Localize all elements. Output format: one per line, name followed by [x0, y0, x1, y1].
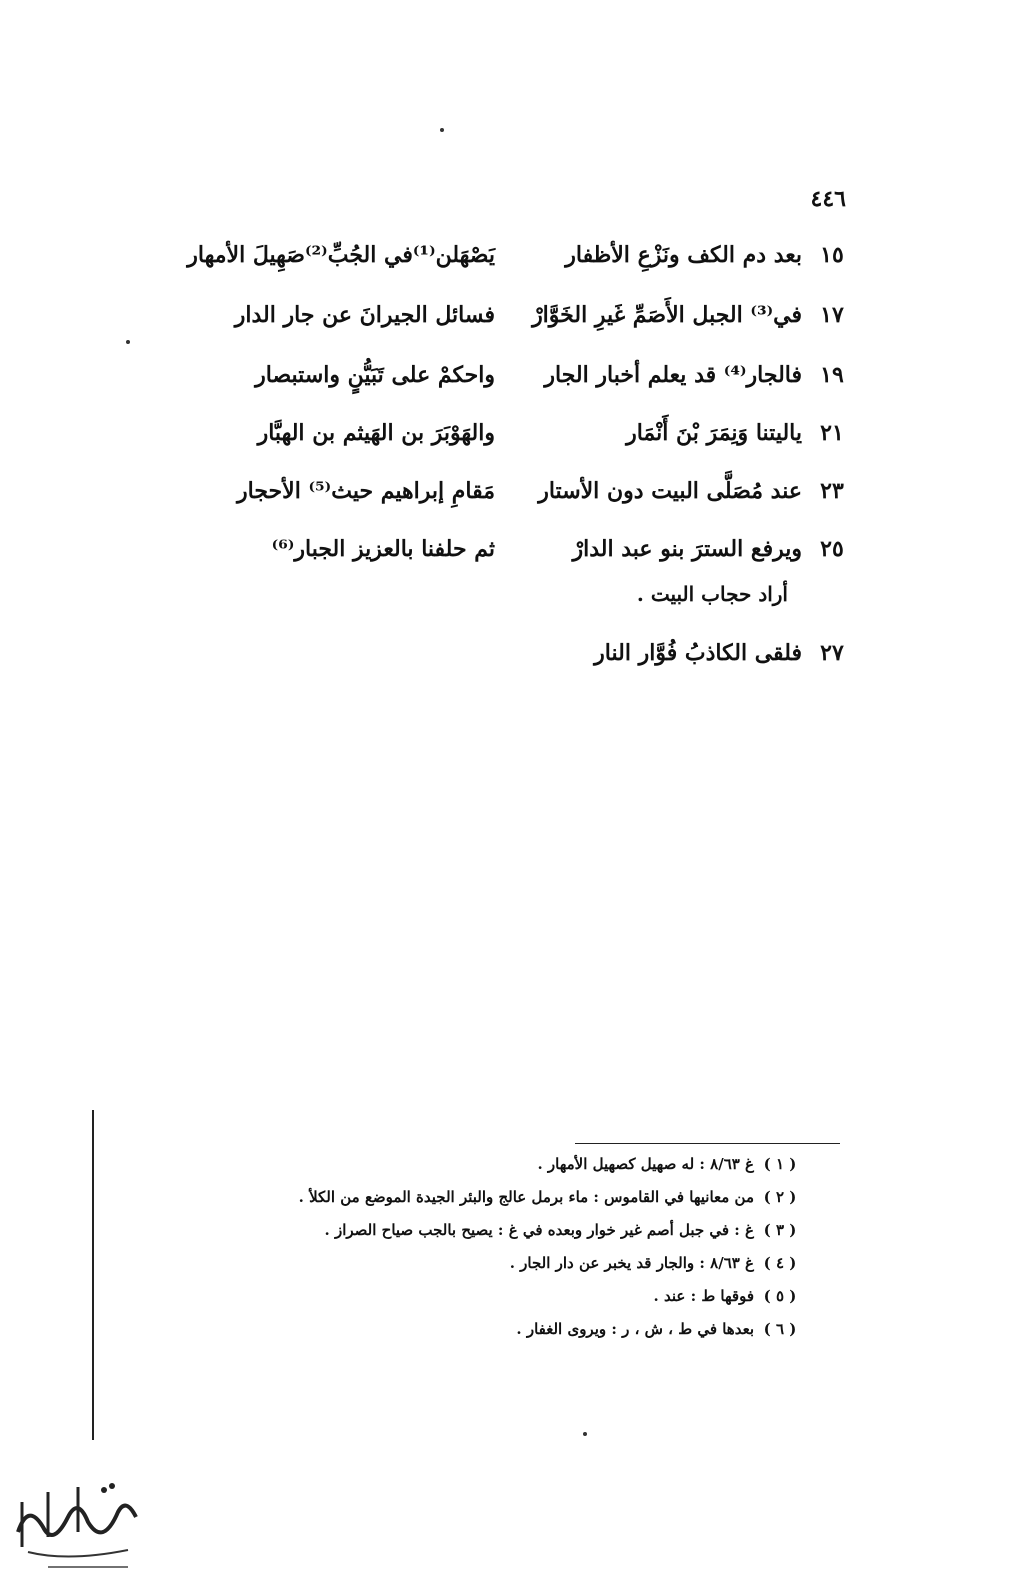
footnote-6 [280, 1320, 800, 1348]
verse-second-hemistich: ثم حلفنا بالعزيز الجبار⁽⁶⁾ [271, 536, 495, 562]
speck [126, 340, 130, 344]
footnote-number: ( ٦ ) [763, 1320, 797, 1338]
verse-number: ١٩ [820, 362, 844, 388]
verse-first-hemistich: بعد دم الكف ونَزْعِ الأظفار [565, 242, 802, 268]
verse-second-hemistich: يَصْهَلن⁽¹⁾في الجُبِّ⁽²⁾صَهِيلَ الأمهار [187, 242, 495, 268]
verse-second-hemistich: واحكمْ على تَبَيُّنٍ واستبصار [255, 362, 495, 388]
footnote-text: غ ٨/٦٣ : والجار قد يخبر عن دار الجار . [509, 1254, 754, 1272]
verse-first-hemistich: فالجار⁽⁴⁾ قد يعلم أخبار الجار [544, 362, 802, 388]
verse-number: ٢١ [820, 420, 844, 446]
footnote-number: ( ٥ ) [763, 1287, 797, 1305]
footnote-2 [280, 1188, 800, 1216]
verse-27 [150, 636, 850, 676]
verse-first-hemistich: ويرفع السترَ بنو عبد الدارْ [572, 536, 802, 562]
verse-17 [150, 298, 850, 338]
verse-number: ١٥ [820, 242, 844, 268]
footnote-number: ( ١ ) [763, 1155, 797, 1173]
verse-number: ٢٥ [820, 536, 844, 562]
footnote-5 [280, 1287, 800, 1315]
verse-19 [150, 358, 850, 398]
footnote-text: فوقها ط : عند . [653, 1287, 754, 1305]
verse-number: ١٧ [820, 302, 844, 328]
verse-second-hemistich: والهَوْبَرَ بن الهَيثم بن الهبَّار [257, 420, 495, 446]
footnote-text: من معانيها في القاموس : ماء برمل عالج والبئر الجيدة الموضع من الكلأ . [298, 1188, 754, 1206]
verse-15 [150, 238, 850, 278]
verse-25 [150, 532, 850, 606]
footnote-text: غ : في جبل أصم غير خوار وبعده في غ : يصيح بالجب صياح الصراز . [324, 1221, 754, 1239]
footnote-number: ( ٤ ) [763, 1254, 797, 1272]
footnote-4 [280, 1254, 800, 1282]
footnote-1 [280, 1155, 800, 1183]
footnote-text: بعدها في ط ، ش ، ر : ويروى الغفار . [516, 1320, 754, 1338]
watermark-logo [8, 1462, 143, 1582]
page-number: ٤٤٦ [810, 186, 846, 212]
verse-first-hemistich: فلقى الكاذبُ فُوَّار النار [594, 640, 802, 666]
verse-second-hemistich: فسائل الجيرانَ عن جار الدار [234, 302, 495, 328]
verse-21 [150, 416, 850, 456]
footnote-number: ( ٣ ) [763, 1221, 797, 1239]
verse-first-hemistich: عند مُصَلَّى البيت دون الأستار [538, 478, 802, 504]
verse-second-hemistich: مَقامِ إبراهيم حيث⁽⁵⁾ الأحجار [237, 478, 495, 504]
speck [440, 128, 444, 132]
speck [583, 1432, 587, 1436]
verse-23 [150, 474, 850, 514]
verse-number: ٢٧ [820, 640, 844, 666]
footnote-text: غ ٨/٦٣ : له صهيل كصهيل الأمهار . [537, 1155, 754, 1173]
verse-number: ٢٣ [820, 478, 844, 504]
footnote-separator [575, 1143, 840, 1144]
margin-line [92, 1110, 94, 1440]
footnote-3 [280, 1221, 800, 1249]
verse-gloss: أراد حجاب البيت . [636, 582, 788, 606]
verse-first-hemistich: في⁽³⁾ الجبل الأَصَمِّ غَيرِ الخَوَّارْ [532, 302, 802, 328]
calligraphy-logo-icon [8, 1462, 143, 1582]
verse-first-hemistich: ياليتنا وَنِمَرَ بْنَ أَنْمَار [626, 420, 802, 446]
footnote-number: ( ٢ ) [763, 1188, 797, 1206]
